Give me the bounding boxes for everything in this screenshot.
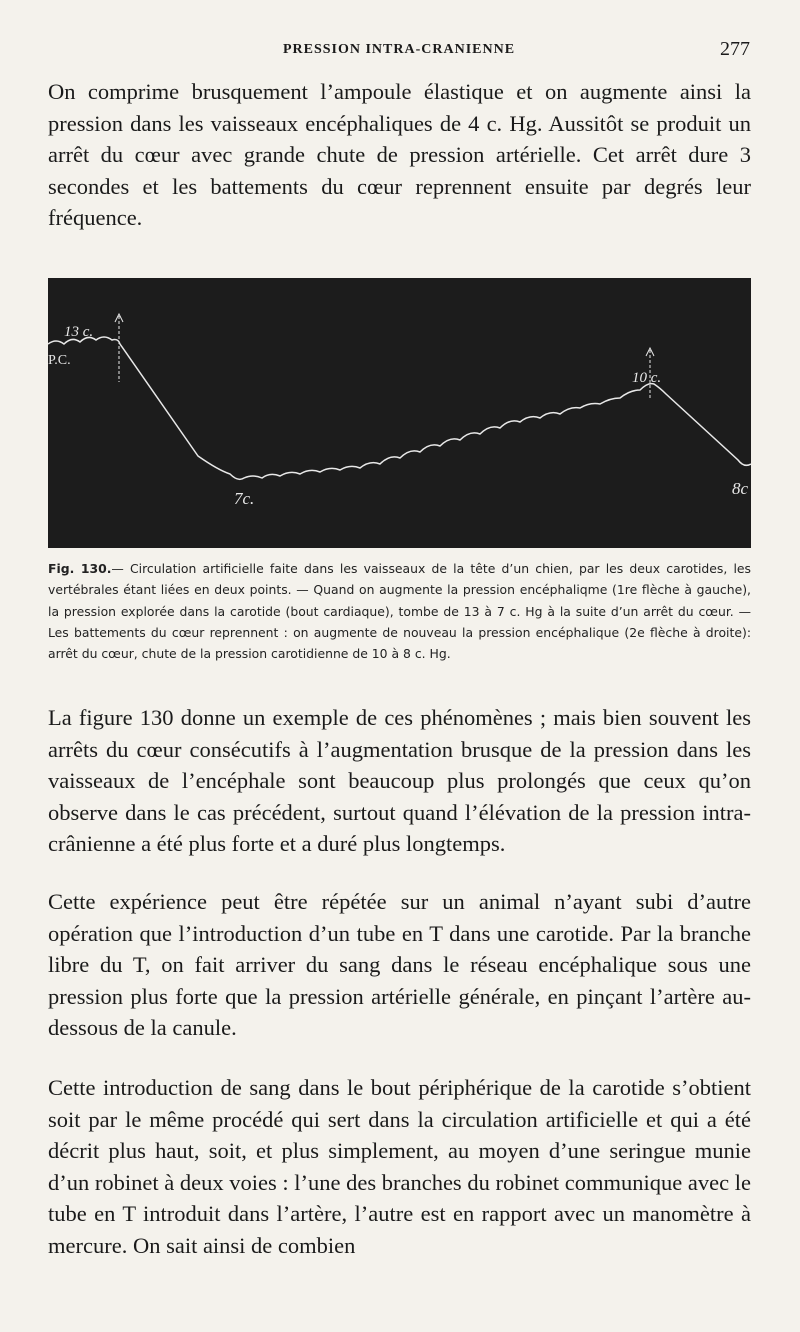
label-peak-pressure: 10 c. (632, 370, 662, 386)
label-low-pressure: 7c. (234, 489, 255, 508)
figure-130-tracing (48, 278, 751, 548)
paragraph-4: Cette introduction de sang dans le bout périphérique de la carotide s’obtient soit par le même procédé qui sert dans la circulation artificielle et qui a été décrit plus haut, soit, et plus simplement, au moyen d’une seringue munie d’un robinet à deux voies : l’une des branches du robinet communique avec le tube en T introduit dans l’artère, l’autre est en rapport avec un manomètre à mercure. On sait ainsi de combien (48, 1075, 751, 1258)
figure-caption (48, 558, 751, 664)
label-pc: P.C. (48, 353, 71, 368)
figure-caption-label: Fig. 130. (48, 561, 112, 576)
label-end-pressure: 8c (732, 479, 749, 498)
running-head (48, 38, 750, 64)
figure-caption-text: — Circulation artificielle faite dans les vaisseaux de la tête d’un chien, par les deux carotides, les vertébrales étant liées en deux points. — Quand on augmente la pression encéphaliqme (1re flèche à gauche), la pression explorée dans la carotide (bout cardiaque), tombe de 13 à 7 c. Hg à la suite d’un arrêt du cœur. — Les battements du cœur reprennent : on augmente de nouveau la pression encéphalique (2e flèche à droite): arrêt du cœur, chute de la pression carotidienne de 10 à 8 c. Hg. (48, 561, 751, 662)
paragraph-1: On comprime brusquement l’ampoule élastique et on augmente ainsi la pression dans les vaisseaux encéphaliques de 4 c. Hg. Aussitôt se produit un arrêt du cœur avec grande chute de pression artérielle. Cet arrêt dure 3 secondes et les battements du cœur reprennent ensuite par degrés leur fréquence. (48, 79, 751, 230)
pressure-tracing-svg (48, 278, 751, 548)
paragraph-3: Cette expérience peut être répétée sur un animal n’ayant subi d’autre opération que l’introduction d’un tube en T dans une carotide. Par la branche libre du T, on fait arriver du sang dans le réseau encéphalique sous une pression plus forte que la pression artérielle générale, en pinçant l’artère au-dessous de la canule. (48, 889, 751, 1040)
paragraph-2: La figure 130 donne un exemple de ces phénomènes ; mais bien souvent les arrêts du cœur consécutifs à l’augmentation brusque de la pression dans les vaisseaux de l’encéphale sont beaucoup plus prolongés que ceux qu’on observe dans le cas précédent, surtout quand l’élévation de la pression intra-crânienne a été plus forte et a duré plus longtemps. (48, 705, 751, 856)
page-number: 277 (720, 38, 750, 60)
label-start-pressure: 13 c. (64, 324, 94, 340)
pressure-curve (48, 337, 751, 479)
running-title: PRESSION INTRA-CRANIENNE (282, 42, 516, 57)
